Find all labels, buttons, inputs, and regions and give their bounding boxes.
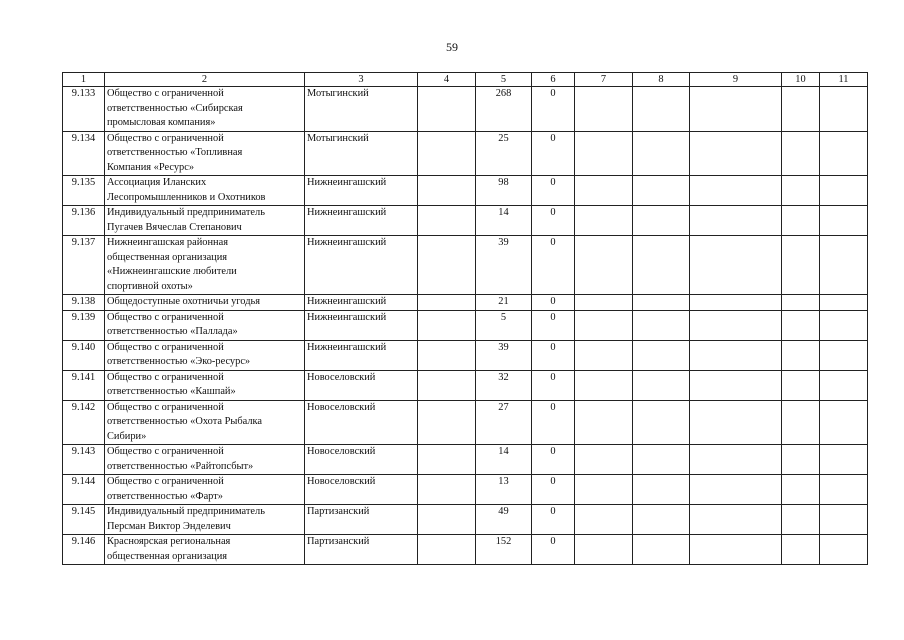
- row-number: 9.139: [63, 310, 105, 340]
- organization-name-line: общественная организация: [107, 251, 228, 263]
- column-10-cell: [782, 236, 820, 295]
- table-row: [63, 310, 868, 340]
- column-8-cell: [633, 236, 690, 295]
- district-name: Новоселовский: [305, 400, 418, 445]
- organization-name: [105, 535, 305, 565]
- column-7-cell: [575, 505, 633, 535]
- column-8-cell: [633, 131, 690, 176]
- column-8-cell: [633, 370, 690, 400]
- column-header-3: 3: [305, 73, 418, 87]
- row-number: 9.138: [63, 295, 105, 311]
- column-7-cell: [575, 87, 633, 132]
- row-number: 9.136: [63, 206, 105, 236]
- column-header-8: 8: [633, 73, 690, 87]
- organization-name: [105, 206, 305, 236]
- column-8-cell: [633, 87, 690, 132]
- column-8-cell: [633, 475, 690, 505]
- column-9-cell: [690, 176, 782, 206]
- column-5-value: 14: [476, 206, 532, 236]
- column-4-cell: [418, 310, 476, 340]
- organization-name-line: ответственностью «Сибирская: [107, 102, 243, 114]
- column-10-cell: [782, 505, 820, 535]
- column-4-cell: [418, 295, 476, 311]
- column-10-cell: [782, 206, 820, 236]
- column-10-cell: [782, 87, 820, 132]
- organization-name: [105, 310, 305, 340]
- column-10-cell: [782, 370, 820, 400]
- column-11-cell: [820, 131, 868, 176]
- district-name: Нижнеингашский: [305, 206, 418, 236]
- column-11-cell: [820, 340, 868, 370]
- organization-name-line: общественная организация: [107, 550, 228, 562]
- column-6-value: 0: [532, 206, 575, 236]
- organization-name: [105, 295, 305, 311]
- column-11-cell: [820, 87, 868, 132]
- column-9-cell: [690, 87, 782, 132]
- table-row: [63, 475, 868, 505]
- column-header-7: 7: [575, 73, 633, 87]
- registry-table: [62, 72, 868, 565]
- column-6-value: 0: [532, 236, 575, 295]
- column-11-cell: [820, 475, 868, 505]
- column-7-cell: [575, 131, 633, 176]
- table-row: [63, 370, 868, 400]
- column-4-cell: [418, 475, 476, 505]
- table-row: [63, 295, 868, 311]
- organization-name-line: Сибири»: [107, 430, 147, 442]
- row-number: 9.143: [63, 445, 105, 475]
- column-5-value: 13: [476, 475, 532, 505]
- district-name: Партизанский: [305, 535, 418, 565]
- organization-name: [105, 370, 305, 400]
- column-11-cell: [820, 236, 868, 295]
- organization-name: [105, 131, 305, 176]
- column-11-cell: [820, 176, 868, 206]
- column-7-cell: [575, 236, 633, 295]
- column-4-cell: [418, 206, 476, 236]
- organization-name-line: Ассоциация Иланских: [107, 177, 207, 188]
- column-7-cell: [575, 370, 633, 400]
- table-row: [63, 340, 868, 370]
- row-number: 9.145: [63, 505, 105, 535]
- column-8-cell: [633, 445, 690, 475]
- organization-name-line: Красноярская региональная: [107, 536, 231, 547]
- organization-name-line: Лесопромышленников и Охотников: [107, 191, 266, 203]
- column-9-cell: [690, 400, 782, 445]
- column-8-cell: [633, 535, 690, 565]
- column-11-cell: [820, 295, 868, 311]
- district-name: Новоселовский: [305, 445, 418, 475]
- organization-name: [105, 236, 305, 295]
- column-header-4: 4: [418, 73, 476, 87]
- column-9-cell: [690, 236, 782, 295]
- column-4-cell: [418, 535, 476, 565]
- column-5-value: 268: [476, 87, 532, 132]
- table-row: [63, 131, 868, 176]
- table-body: [63, 87, 868, 565]
- column-6-value: 0: [532, 131, 575, 176]
- column-9-cell: [690, 535, 782, 565]
- organization-name-line: спортивной охоты»: [107, 280, 193, 292]
- column-9-cell: [690, 370, 782, 400]
- organization-name-line: промысловая компания»: [107, 117, 216, 128]
- column-10-cell: [782, 535, 820, 565]
- column-11-cell: [820, 310, 868, 340]
- column-7-cell: [575, 295, 633, 311]
- district-name: Нижнеингашский: [305, 295, 418, 311]
- column-10-cell: [782, 340, 820, 370]
- table-row: [63, 400, 868, 445]
- column-11-cell: [820, 445, 868, 475]
- column-header-11: 11: [820, 73, 868, 87]
- column-9-cell: [690, 295, 782, 311]
- table-row: [63, 445, 868, 475]
- column-5-value: 152: [476, 535, 532, 565]
- organization-name-line: ответственностью «Топливная: [107, 147, 243, 158]
- column-5-value: 49: [476, 505, 532, 535]
- table-row: [63, 87, 868, 132]
- column-11-cell: [820, 400, 868, 445]
- row-number: 9.134: [63, 131, 105, 176]
- district-name: Нижнеингашский: [305, 310, 418, 340]
- organization-name-line: Пугачев Вячеслав Степанович: [107, 221, 242, 233]
- column-10-cell: [782, 445, 820, 475]
- organization-name-line: Персман Виктор Энделевич: [107, 520, 231, 532]
- organization-name-line: ответственностью «Охота Рыбалка: [107, 416, 263, 427]
- column-7-cell: [575, 206, 633, 236]
- column-header-6: 6: [532, 73, 575, 87]
- organization-name-line: ответственностью «Эко-ресурс»: [107, 356, 251, 367]
- column-10-cell: [782, 310, 820, 340]
- organization-name-line: ответственностью «Кашпай»: [107, 386, 236, 397]
- table-header: [63, 73, 868, 87]
- column-8-cell: [633, 310, 690, 340]
- column-11-cell: [820, 535, 868, 565]
- column-9-cell: [690, 340, 782, 370]
- column-5-value: 98: [476, 176, 532, 206]
- organization-name-line: Общество с ограниченной: [107, 476, 224, 487]
- district-name: Нижнеингашский: [305, 176, 418, 206]
- column-4-cell: [418, 400, 476, 445]
- column-10-cell: [782, 176, 820, 206]
- column-11-cell: [820, 206, 868, 236]
- organization-name-line: Общество с ограниченной: [107, 88, 224, 99]
- column-5-value: 39: [476, 340, 532, 370]
- district-name: Новоселовский: [305, 475, 418, 505]
- organization-name: [105, 340, 305, 370]
- organization-name: [105, 400, 305, 445]
- row-number: 9.144: [63, 475, 105, 505]
- row-number: 9.142: [63, 400, 105, 445]
- column-4-cell: [418, 236, 476, 295]
- column-6-value: 0: [532, 310, 575, 340]
- organization-name: [105, 445, 305, 475]
- row-number: 9.133: [63, 87, 105, 132]
- column-6-value: 0: [532, 176, 575, 206]
- organization-name-line: Общество с ограниченной: [107, 132, 224, 144]
- organization-name-line: Общество с ограниченной: [107, 446, 224, 457]
- column-header-1: 1: [63, 73, 105, 87]
- column-8-cell: [633, 505, 690, 535]
- column-header-10: 10: [782, 73, 820, 87]
- table-row: [63, 505, 868, 535]
- column-9-cell: [690, 131, 782, 176]
- table-row: [63, 535, 868, 565]
- column-6-value: 0: [532, 475, 575, 505]
- district-name: Мотыгинский: [305, 87, 418, 132]
- column-6-value: 0: [532, 340, 575, 370]
- column-header-9: 9: [690, 73, 782, 87]
- column-10-cell: [782, 475, 820, 505]
- organization-name-line: Общество с ограниченной: [107, 311, 224, 323]
- column-9-cell: [690, 505, 782, 535]
- column-7-cell: [575, 445, 633, 475]
- row-number: 9.137: [63, 236, 105, 295]
- column-5-value: 39: [476, 236, 532, 295]
- header-row: [63, 73, 868, 87]
- column-6-value: 0: [532, 505, 575, 535]
- column-10-cell: [782, 131, 820, 176]
- district-name: Партизанский: [305, 505, 418, 535]
- district-name: Новоселовский: [305, 370, 418, 400]
- column-8-cell: [633, 295, 690, 311]
- column-7-cell: [575, 340, 633, 370]
- column-7-cell: [575, 535, 633, 565]
- column-5-value: 14: [476, 445, 532, 475]
- column-4-cell: [418, 340, 476, 370]
- row-number: 9.146: [63, 535, 105, 565]
- column-5-value: 25: [476, 131, 532, 176]
- district-name: Мотыгинский: [305, 131, 418, 176]
- organization-name-line: ответственностью «Паллада»: [107, 326, 238, 337]
- table-row: [63, 176, 868, 206]
- organization-name: [105, 505, 305, 535]
- column-4-cell: [418, 131, 476, 176]
- column-7-cell: [575, 400, 633, 445]
- column-4-cell: [418, 370, 476, 400]
- district-name: Нижнеингашский: [305, 340, 418, 370]
- column-9-cell: [690, 445, 782, 475]
- column-4-cell: [418, 176, 476, 206]
- page-number: 59: [446, 40, 458, 54]
- column-4-cell: [418, 505, 476, 535]
- column-9-cell: [690, 475, 782, 505]
- column-6-value: 0: [532, 400, 575, 445]
- row-number: 9.140: [63, 340, 105, 370]
- column-9-cell: [690, 310, 782, 340]
- organization-name-line: Индивидуальный предприниматель: [107, 506, 265, 517]
- table-row: [63, 236, 868, 295]
- column-6-value: 0: [532, 87, 575, 132]
- district-name: Нижнеингашский: [305, 236, 418, 295]
- column-11-cell: [820, 370, 868, 400]
- column-8-cell: [633, 340, 690, 370]
- organization-name: [105, 176, 305, 206]
- column-4-cell: [418, 87, 476, 132]
- column-10-cell: [782, 295, 820, 311]
- column-6-value: 0: [532, 445, 575, 475]
- column-8-cell: [633, 400, 690, 445]
- column-5-value: 21: [476, 295, 532, 311]
- column-8-cell: [633, 176, 690, 206]
- organization-name: [105, 87, 305, 132]
- column-6-value: 0: [532, 535, 575, 565]
- column-8-cell: [633, 206, 690, 236]
- organization-name-line: Компания «Ресурс»: [107, 161, 195, 173]
- table-row: [63, 206, 868, 236]
- column-header-2: 2: [105, 73, 305, 87]
- organization-name-line: Общедоступные охотничьи угодья: [107, 296, 261, 307]
- organization-name-line: Общество с ограниченной: [107, 401, 224, 413]
- column-5-value: 5: [476, 310, 532, 340]
- organization-name-line: Нижнеингашская районная: [107, 237, 228, 248]
- column-9-cell: [690, 206, 782, 236]
- column-6-value: 0: [532, 295, 575, 311]
- row-number: 9.135: [63, 176, 105, 206]
- column-10-cell: [782, 400, 820, 445]
- organization-name: [105, 475, 305, 505]
- column-7-cell: [575, 310, 633, 340]
- organization-name-line: ответственностью «Райтопсбыт»: [107, 460, 254, 472]
- column-5-value: 27: [476, 400, 532, 445]
- column-header-5: 5: [476, 73, 532, 87]
- column-6-value: 0: [532, 370, 575, 400]
- row-number: 9.141: [63, 370, 105, 400]
- column-5-value: 32: [476, 370, 532, 400]
- column-4-cell: [418, 445, 476, 475]
- column-7-cell: [575, 176, 633, 206]
- organization-name-line: «Нижнеингашские любители: [107, 266, 237, 277]
- organization-name-line: Общество с ограниченной: [107, 371, 224, 383]
- column-11-cell: [820, 505, 868, 535]
- column-7-cell: [575, 475, 633, 505]
- organization-name-line: ответственностью «Фарт»: [107, 490, 223, 502]
- organization-name-line: Индивидуальный предприниматель: [107, 207, 265, 218]
- organization-name-line: Общество с ограниченной: [107, 341, 224, 353]
